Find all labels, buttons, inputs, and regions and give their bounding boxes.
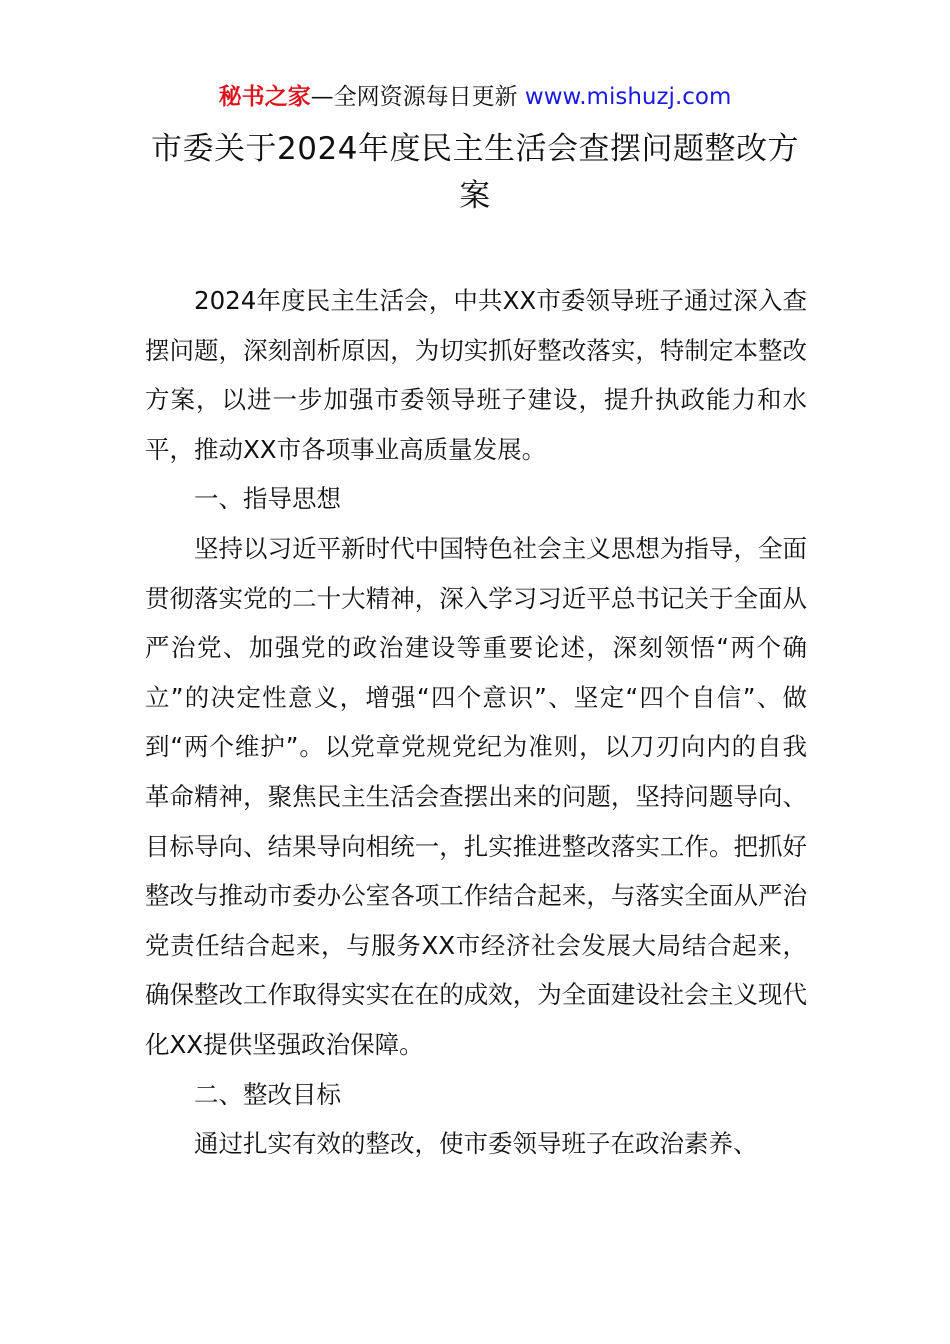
section-paragraph-rectification-goals: 通过扎实有效的整改，使市委领导班子在政治素养、 — [194, 1129, 758, 1159]
section-heading-guiding-ideology: 一、指导思想 — [194, 484, 341, 514]
site-url-link[interactable]: www.mishuzj.com — [524, 84, 732, 110]
intro-paragraph: 2024年度民主生活会，中共XX市委领导班子通过深入查摆问题，深刻剖析原因，为切实抓好整改落实，特制定本整改方案，以进一步加强市委领导班子建设，提升执政能力和水平，推动XX市各项事业高质量发展。 — [145, 286, 807, 464]
site-tagline: —全网资源每日更新 — [310, 84, 518, 110]
section-paragraph-guiding-ideology: 坚持以习近平新时代中国特色社会主义思想为指导，全面贯彻落实党的二十大精神，深入学习习近平总书记关于全面从严治党、加强党的政治建设等重要论述，深刻领悟“两个确立”的决定性意义，增强“四个意识”、坚定“四个自信”、做到“两个维护”。以党章党规党纪为准则，以刀刃向内的自我革命精神，聚焦民主生活会查摆出来的问题，坚持问题导向、目标导向、结果导向相统一，扎实推进整改落实工作。把抓好整改与推动市委办公室各项工作结合起来，与落实全面从严治党责任结合起来，与服务XX市经济社会发展大局结合起来，确保整改工作取得实实在在的成效，为全面建设社会主义现代化XX提供坚强政治保障。 — [145, 533, 807, 1059]
section-heading-rectification-goals: 二、整改目标 — [194, 1079, 341, 1109]
brand-name: 秘书之家 — [218, 84, 311, 110]
document-body — [145, 276, 807, 1169]
document-title: 市委关于2024年度民主生活会查摆问题整改方案 — [151, 131, 799, 214]
site-header — [0, 80, 950, 114]
